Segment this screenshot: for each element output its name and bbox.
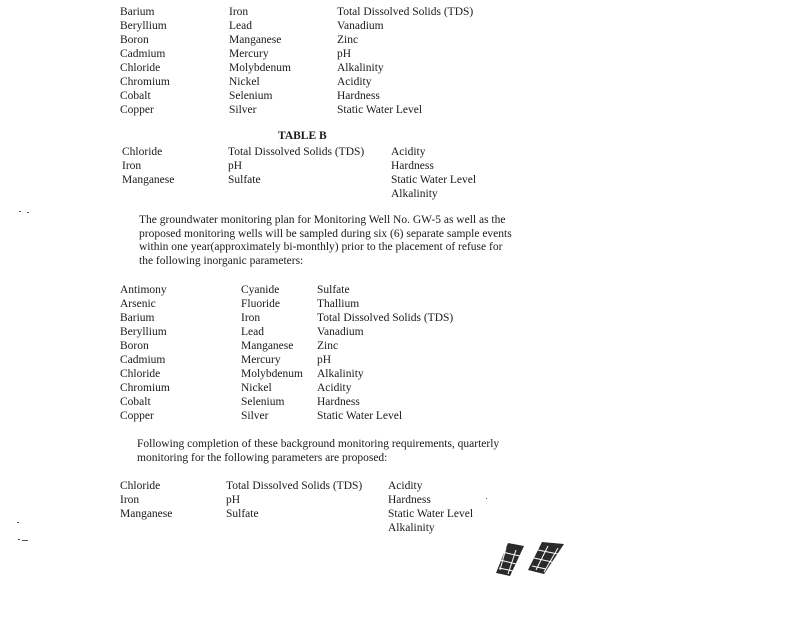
table-cell: Acidity (388, 480, 423, 492)
table-cell: Total Dissolved Solids (TDS) (228, 146, 365, 158)
table-cell: Manganese (122, 174, 175, 186)
scan-speck (19, 211, 21, 212)
table-cell: pH (226, 494, 241, 506)
table-cell: Chromium (120, 76, 170, 88)
table-cell: Lead (229, 20, 252, 32)
table-cell: Acidity (317, 382, 352, 394)
table-cell: Total Dissolved Solids (TDS) (317, 312, 454, 324)
table-cell: Chloride (120, 62, 161, 74)
table-cell: Boron (120, 34, 149, 46)
table-cell: Hardness (388, 494, 431, 506)
table-cell: pH (337, 48, 352, 60)
scan-speck (486, 498, 487, 499)
table-cell: Static Water Level (391, 174, 477, 186)
table-cell: Total Dissolved Solids (TDS) (226, 480, 363, 492)
paragraph-line: monitoring for the following parameters are proposed: (137, 451, 388, 464)
table-cell: Hardness (391, 160, 434, 172)
table-cell: Static Water Level (317, 410, 403, 422)
table-cell: Manganese (241, 340, 294, 352)
table-cell: pH (228, 160, 243, 172)
table-cell: Total Dissolved Solids (TDS) (337, 6, 474, 18)
table-cell: Acidity (337, 76, 372, 88)
paragraph-line: The groundwater monitoring plan for Monitoring Well No. GW-5 as well as the (139, 214, 506, 226)
paragraph-line: proposed monitoring wells will be sampled during six (6) separate sample events (139, 227, 512, 240)
table-cell: Arsenic (120, 298, 156, 310)
table-cell: Chromium (120, 382, 170, 394)
table-cell: Static Water Level (388, 508, 474, 520)
scan-speck (27, 212, 29, 213)
table-cell: Molybdenum (229, 62, 291, 74)
table-cell: Copper (120, 410, 154, 422)
scan-speck (18, 539, 20, 540)
table-cell: Antimony (120, 284, 167, 296)
table-cell: Zinc (337, 34, 359, 46)
table-cell: Zinc (317, 340, 339, 352)
table-cell: Sulfate (226, 508, 259, 520)
table-cell: Barium (120, 6, 155, 18)
table-cell: Barium (120, 312, 155, 324)
table-b-title: TABLE B (278, 130, 327, 142)
table-cell: Acidity (391, 146, 426, 158)
initials-stamp-icon (494, 540, 570, 580)
paragraph-line: Following completion of these background monitoring requirements, quarterly (137, 438, 500, 450)
table-cell: Manganese (229, 34, 282, 46)
table-cell: Iron (241, 312, 261, 324)
table-cell: Thallium (317, 298, 360, 310)
table-cell: Beryllium (120, 326, 167, 338)
scan-speck (17, 522, 19, 523)
table-cell: Iron (229, 6, 249, 18)
table-cell: Selenium (229, 90, 273, 102)
table-cell: Hardness (317, 396, 360, 408)
table-cell: Cobalt (120, 90, 151, 102)
table-cell: Chloride (120, 368, 161, 380)
table-cell: pH (317, 354, 332, 366)
table-cell: Silver (241, 410, 269, 422)
table-cell: Lead (241, 326, 264, 338)
table-cell: Alkalinity (337, 62, 384, 74)
paragraph-line: within one year(approximately bi-monthly) prior to the placement of refuse for (139, 241, 503, 254)
table-cell: Mercury (241, 354, 281, 366)
table-cell: Sulfate (317, 284, 350, 296)
paragraph-monitoring-plan (139, 213, 512, 267)
table-cell: Copper (120, 104, 154, 116)
table-cell: Cobalt (120, 396, 151, 408)
table-cell: Fluoride (241, 298, 280, 310)
table-cell: Alkalinity (391, 188, 438, 200)
table-cell: Selenium (241, 396, 285, 408)
table-cell: Static Water Level (337, 104, 423, 116)
scan-speck (22, 540, 28, 541)
table-cell: Cyanide (241, 284, 280, 296)
table-cell: Nickel (229, 76, 260, 88)
table-cell: Cadmium (120, 48, 166, 60)
table-cell: Mercury (229, 48, 269, 60)
table-cell: Sulfate (228, 174, 261, 186)
table-cell: Vanadium (317, 326, 364, 338)
table-cell: Alkalinity (317, 368, 364, 380)
table-cell: Alkalinity (388, 522, 435, 534)
table-cell: Chloride (122, 146, 163, 158)
table-cell: Manganese (120, 508, 173, 520)
table-cell: Iron (122, 160, 142, 172)
table-cell: Molybdenum (241, 368, 303, 380)
table-cell: Hardness (337, 90, 380, 102)
paragraph-quarterly-monitoring (137, 437, 499, 464)
table-cell: Vanadium (337, 20, 384, 32)
table-cell: Iron (120, 494, 140, 506)
table-cell: Chloride (120, 480, 161, 492)
table-cell: Beryllium (120, 20, 167, 32)
table-cell: Cadmium (120, 354, 166, 366)
table-cell: Nickel (241, 382, 272, 394)
table-cell: Silver (229, 104, 257, 116)
paragraph-line: the following inorganic parameters: (139, 254, 304, 267)
table-cell: Boron (120, 340, 149, 352)
